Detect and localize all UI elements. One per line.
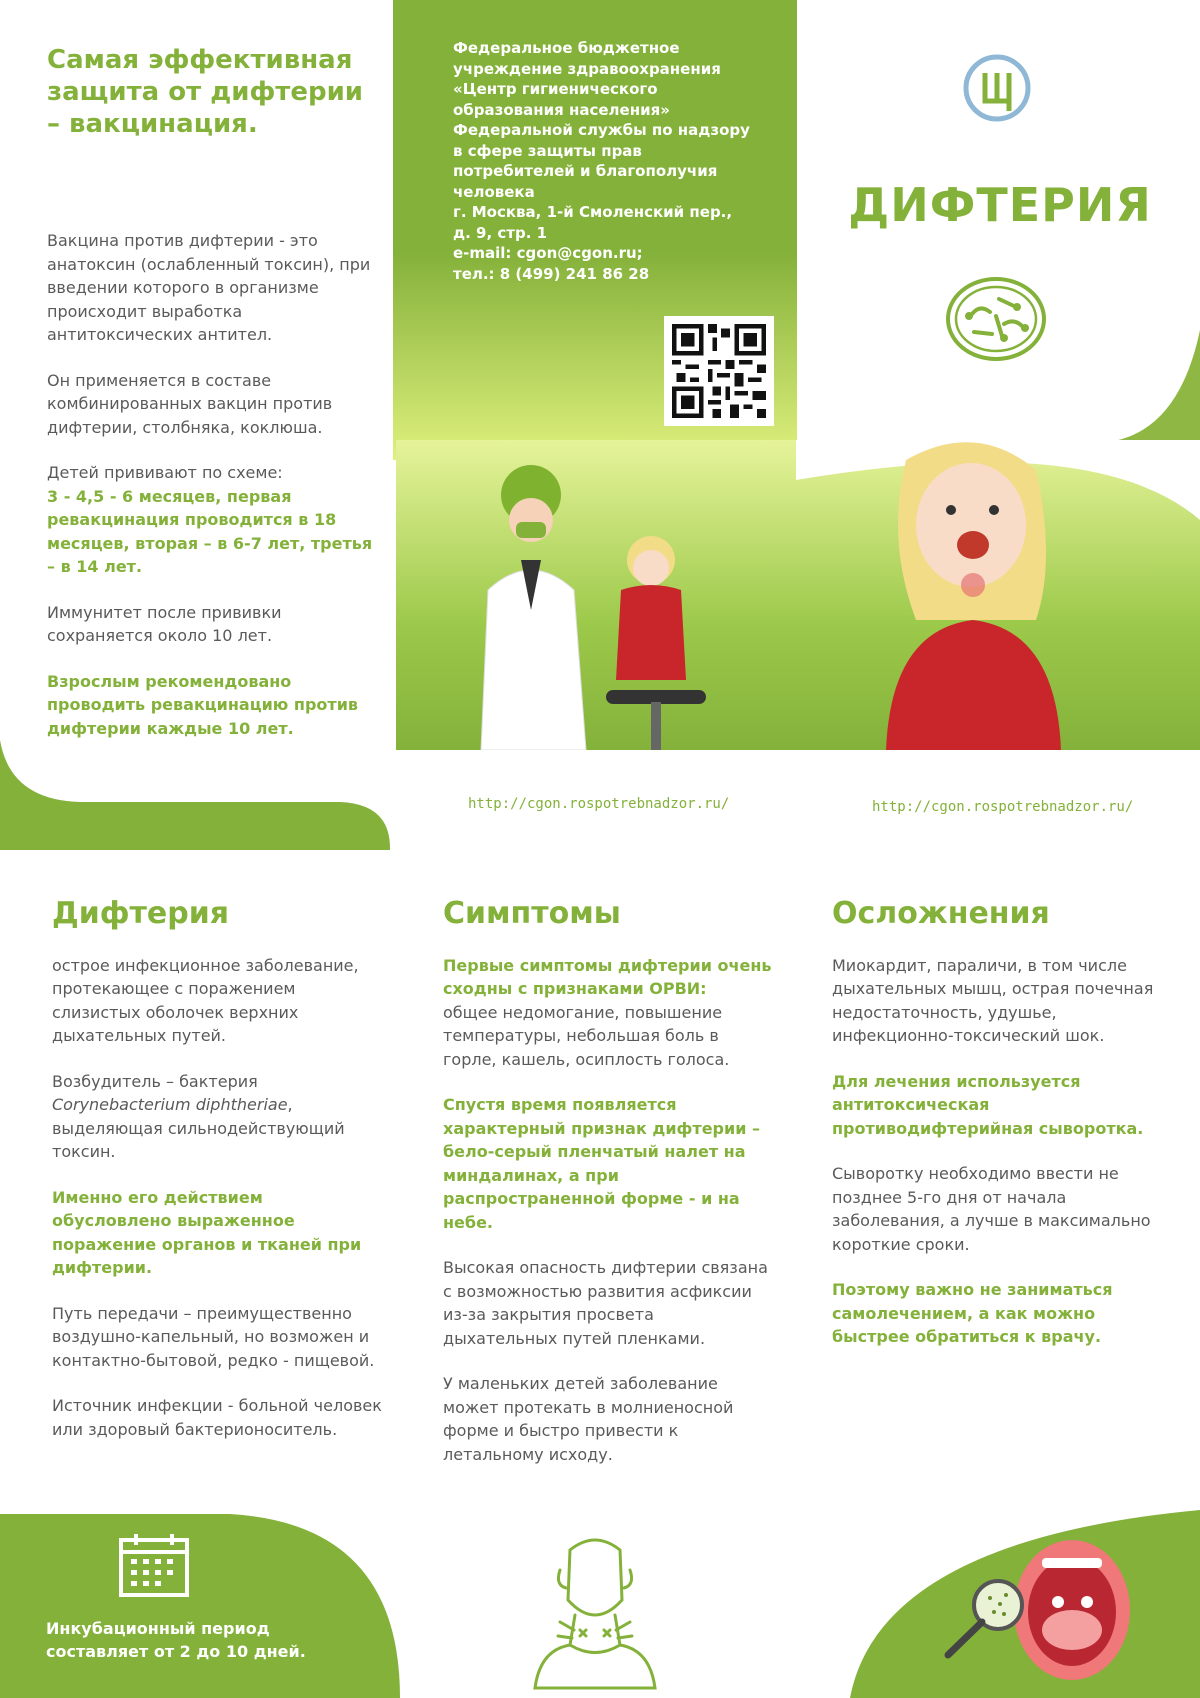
- diphtheria-heading: Дифтерия: [52, 896, 229, 931]
- website-link[interactable]: http://cgon.rospotrebnadzor.ru/: [872, 799, 1134, 815]
- toxin-effect: Именно его действием обусловлено выраженное поражение органов и тканей при дифтерии.: [52, 1187, 362, 1277]
- symptoms-heading: Симптомы: [443, 896, 621, 931]
- transmission-route: Путь передачи – преимущественно воздушно-капельный, но возможен и контактно-бытовой, редко - пищевой.: [52, 1303, 375, 1370]
- immunity-duration: Иммунитет после прививки сохраняется около 10 лет.: [47, 602, 282, 645]
- organization-info: [453, 38, 753, 284]
- org-line-2: «Центр гигиенического образования населения»: [453, 80, 670, 119]
- mouth-magnifier-icon: [940, 1540, 1180, 1690]
- diphtheria-column: [52, 896, 382, 1463]
- incubation-period: Инкубационный период составляет от 2 до 10 дней.: [46, 1619, 306, 1661]
- pathogen-paragraph: [52, 1070, 382, 1164]
- first-symptoms-list: общее недомогание, повышение температуры, небольшая боль в горле, кашель, осиплость голоса.: [443, 1002, 730, 1069]
- pathogen-intro: Возбудитель – бактерия: [52, 1071, 258, 1091]
- complications-heading: Осложнения: [832, 896, 1050, 931]
- complications-column: [832, 896, 1162, 1371]
- calendar-icon: [118, 1532, 190, 1598]
- bacteria-icon: [944, 274, 1048, 364]
- combined-vaccine-text: Он применяется в составе комбинированных вакцин против дифтерии, столбняка, коклюша.: [47, 370, 333, 437]
- cgon-logo-icon: [962, 53, 1032, 123]
- sore-throat-girl-illustration: [886, 442, 1061, 750]
- vaccination-body: [47, 229, 377, 762]
- org-line-3: Федеральной службы по надзору в сфере защиты прав потребителей и благополучия человека: [453, 121, 750, 201]
- schedule-paragraph: [47, 461, 377, 579]
- first-symptoms-lead: Первые симптомы дифтерии очень сходны с признаками ОРВИ:: [443, 955, 772, 998]
- org-phone: тел.: 8 (499) 241 86 28: [453, 264, 650, 283]
- asphyxia-risk: Высокая опасность дифтерии связана с возможностью развития асфиксии из-за закрытия просвета дыхательных путей пленками.: [443, 1258, 768, 1348]
- org-address: г. Москва, 1-й Смоленский пер., д. 9, стр. 1: [453, 203, 733, 242]
- characteristic-sign: Спустя время появляется характерный признак дифтерии – бело-серый пленчатый налет на миндалинах, а при распространенной форме - и на небе.: [443, 1095, 760, 1232]
- treatment-serum: Для лечения используется антитоксическая противодифтерийная сыворотка.: [832, 1071, 1144, 1138]
- children-risk: У маленьких детей заболевание может протекать в молниеносной форме и быстро привести к летальному исходу.: [443, 1374, 734, 1464]
- see-doctor-advice: Поэтому важно не заниматься самолечением, а как можно быстрее обратиться к врачу.: [832, 1280, 1113, 1346]
- first-symptoms: [443, 954, 773, 1072]
- schedule-intro: Детей прививают по схеме:: [47, 463, 283, 482]
- infection-source: Источник инфекции - больной человек или здоровый бактерионоситель.: [52, 1396, 382, 1439]
- serum-timing: Сыворотку необходимо ввести не позднее 5-го дня от начала заболевания, а лучше в максимально короткие сроки.: [832, 1164, 1151, 1254]
- diphtheria-definition: острое инфекционное заболевание, протекающее с поражением слизистых оболочек верхних дыхательных путей.: [52, 955, 359, 1045]
- complications-list: Миокардит, параличи, в том числе дыхательных мышц, острая почечная недостаточность, удушье, инфекционно-токсический шок.: [832, 955, 1154, 1045]
- brochure-title: ДИФТЕРИЯ: [848, 178, 1152, 232]
- org-email: e-mail: cgon@cgon.ru;: [453, 244, 643, 262]
- schedule-details: 3 - 4,5 - 6 месяцев, первая ревакцинация проводится в 18 месяцев, вторая – в 6-7 лет, третья – в 14 лет.: [47, 486, 373, 576]
- qr-code[interactable]: [664, 316, 774, 426]
- illustration-area: [396, 440, 1200, 750]
- vaccine-description: Вакцина против дифтерии - это анатоксин (ослабленный токсин), при введении которого в организме происходит выработка антитоксических антител.: [47, 231, 371, 344]
- org-line-1: Федеральное бюджетное учреждение здравоохранения: [453, 39, 721, 78]
- sore-neck-icon: [530, 1530, 660, 1690]
- adult-revaccination: Взрослым рекомендовано проводить ревакцинацию против дифтерии каждые 10 лет.: [47, 671, 359, 738]
- incubation-green-shape: [0, 1514, 420, 1698]
- symptoms-column: [443, 896, 773, 1488]
- website-link[interactable]: http://cgon.rospotrebnadzor.ru/: [468, 796, 730, 812]
- pathogen-latin-name: Corynebacterium diphtheriae: [52, 1095, 288, 1114]
- pathogen-toxin: , выделяющая сильнодействующий токсин.: [52, 1095, 345, 1161]
- vaccination-title: Самая эффективная защита от дифтерии – вакцинация.: [47, 45, 364, 139]
